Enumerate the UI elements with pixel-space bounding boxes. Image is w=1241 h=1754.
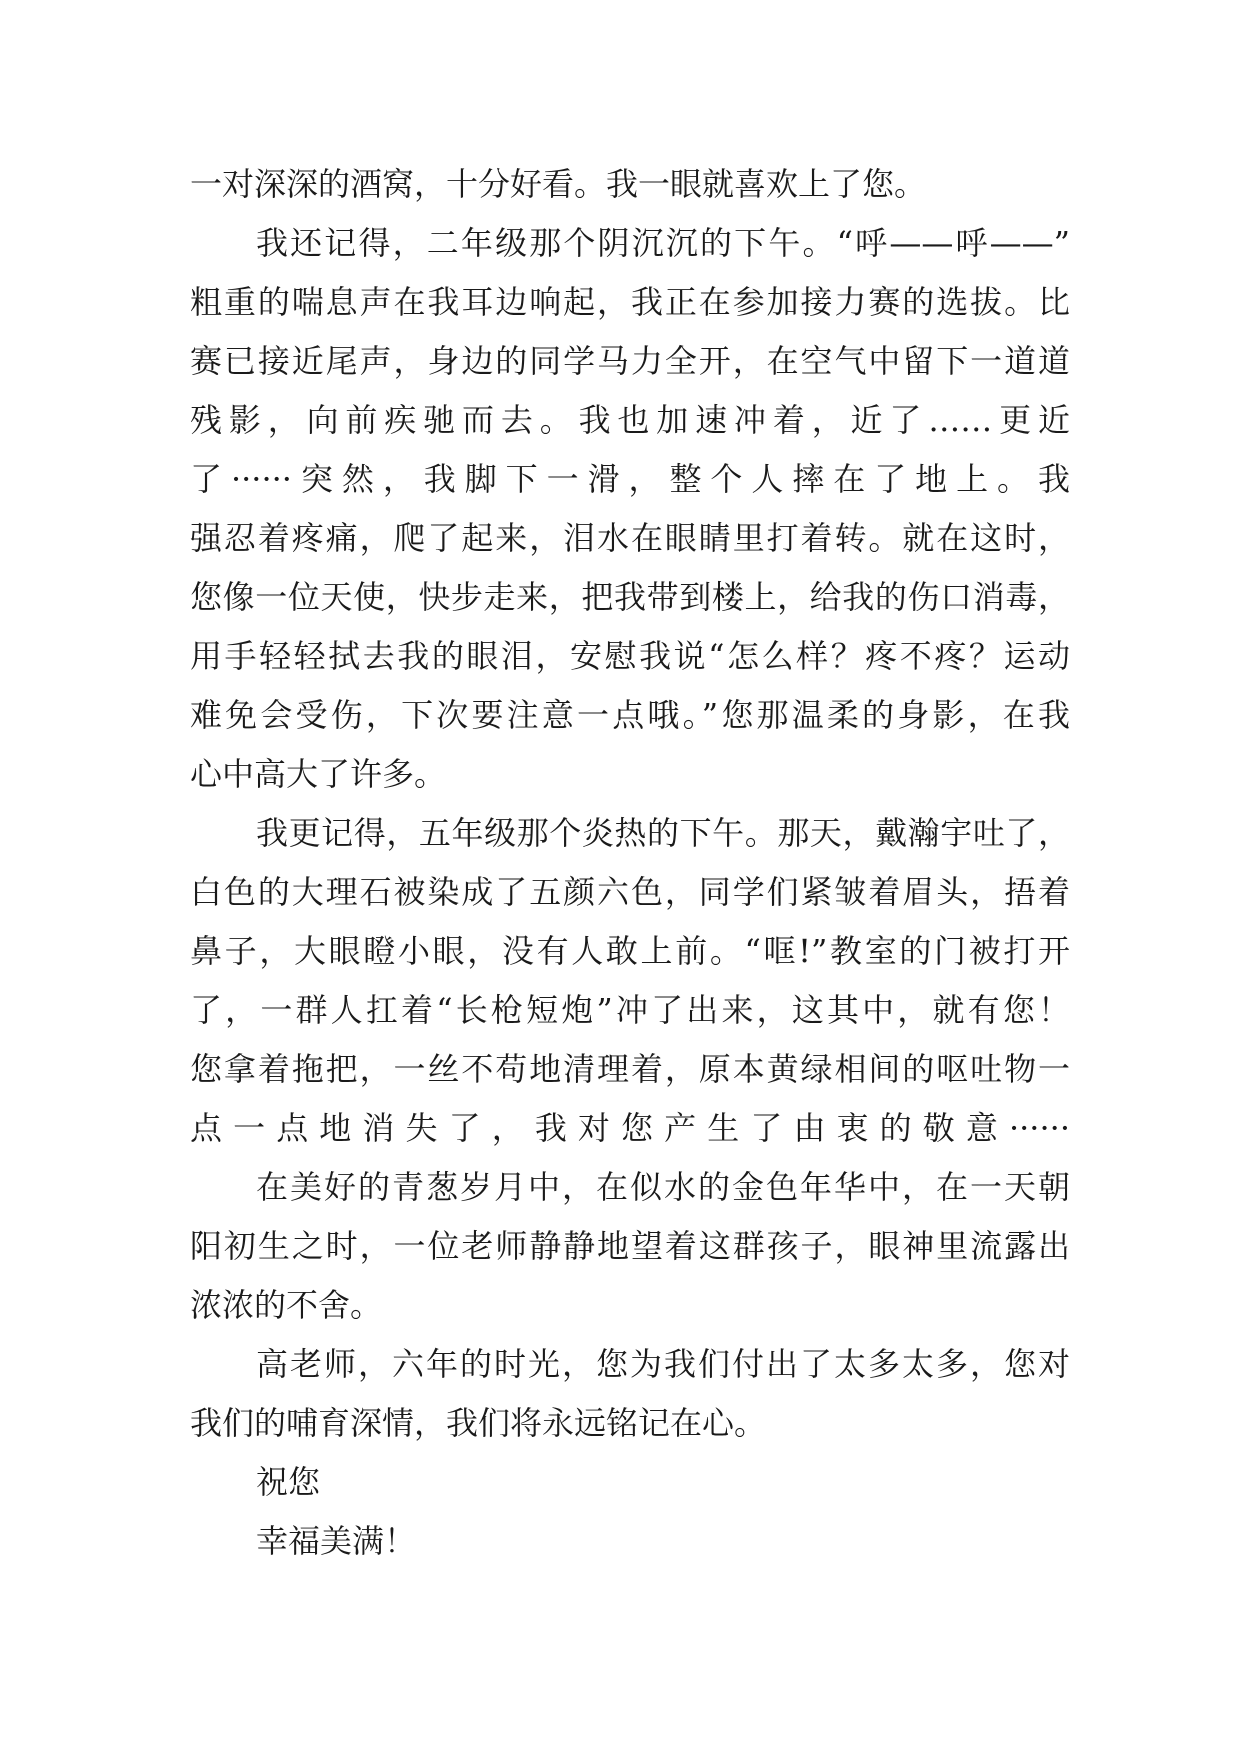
- text-line: 我还记得，二年级那个阴沉沉的下午。“呼——呼——”: [256, 224, 1070, 262]
- text-line: 白色的大理石被染成了五颜六色，同学们紧皱着眉头，捂着: [190, 873, 1070, 911]
- text-line: 赛已接近尾声，身边的同学马力全开，在空气中留下一道道: [190, 342, 1070, 380]
- text-line: 粗重的喘息声在我耳边响起，我正在参加接力赛的选拔。比: [190, 283, 1070, 321]
- text-line: 在美好的青葱岁月中，在似水的金色年华中，在一天朝: [256, 1168, 1070, 1206]
- text-line: 点一点地消失了，我对您产生了由衷的敬意······: [190, 1109, 1070, 1147]
- text-line: 了······突然，我脚下一滑，整个人摔在了地上。我: [190, 460, 1070, 498]
- text-line: 难免会受伤，下次要注意一点哦。”您那温柔的身影，在我: [190, 696, 1070, 734]
- text-line: 了，一群人扛着“长枪短炮”冲了出来，这其中，就有您！: [190, 991, 1070, 1029]
- text-line: 您像一位天使，快步走来，把我带到楼上，给我的伤口消毒，: [190, 578, 1070, 616]
- text-line: 鼻子，大眼瞪小眼，没有人敢上前。“哐!”教室的门被打开: [190, 932, 1070, 970]
- text-line: 强忍着疼痛，爬了起来，泪水在眼睛里打着转。就在这时，: [190, 519, 1070, 557]
- closing-wish: 幸福美满！: [256, 1522, 417, 1560]
- text-line: 用手轻轻拭去我的眼泪，安慰我说“怎么样？疼不疼？运动: [190, 637, 1070, 675]
- text-line: 您拿着拖把，一丝不苟地清理着，原本黄绿相间的呕吐物一: [190, 1050, 1070, 1088]
- text-line: 残影，向前疾驰而去。我也加速冲着，近了……更近: [190, 401, 1070, 439]
- closing-salutation: 祝您: [256, 1463, 321, 1501]
- text-line: 心中高大了许多。: [190, 755, 447, 793]
- text-line: 高老师，六年的时光，您为我们付出了太多太多，您对: [256, 1345, 1070, 1383]
- letter-body: [190, 155, 1070, 1571]
- text-line: 我更记得，五年级那个炎热的下午。那天，戴瀚宇吐了，: [256, 814, 1070, 852]
- text-line: 我们的哺育深情，我们将永远铭记在心。: [190, 1404, 767, 1442]
- text-line: 阳初生之时，一位老师静静地望着这群孩子，眼神里流露出: [190, 1227, 1070, 1265]
- text-line: 一对深深的酒窝，十分好看。我一眼就喜欢上了您。: [190, 165, 927, 203]
- text-line: 浓浓的不舍。: [190, 1286, 383, 1324]
